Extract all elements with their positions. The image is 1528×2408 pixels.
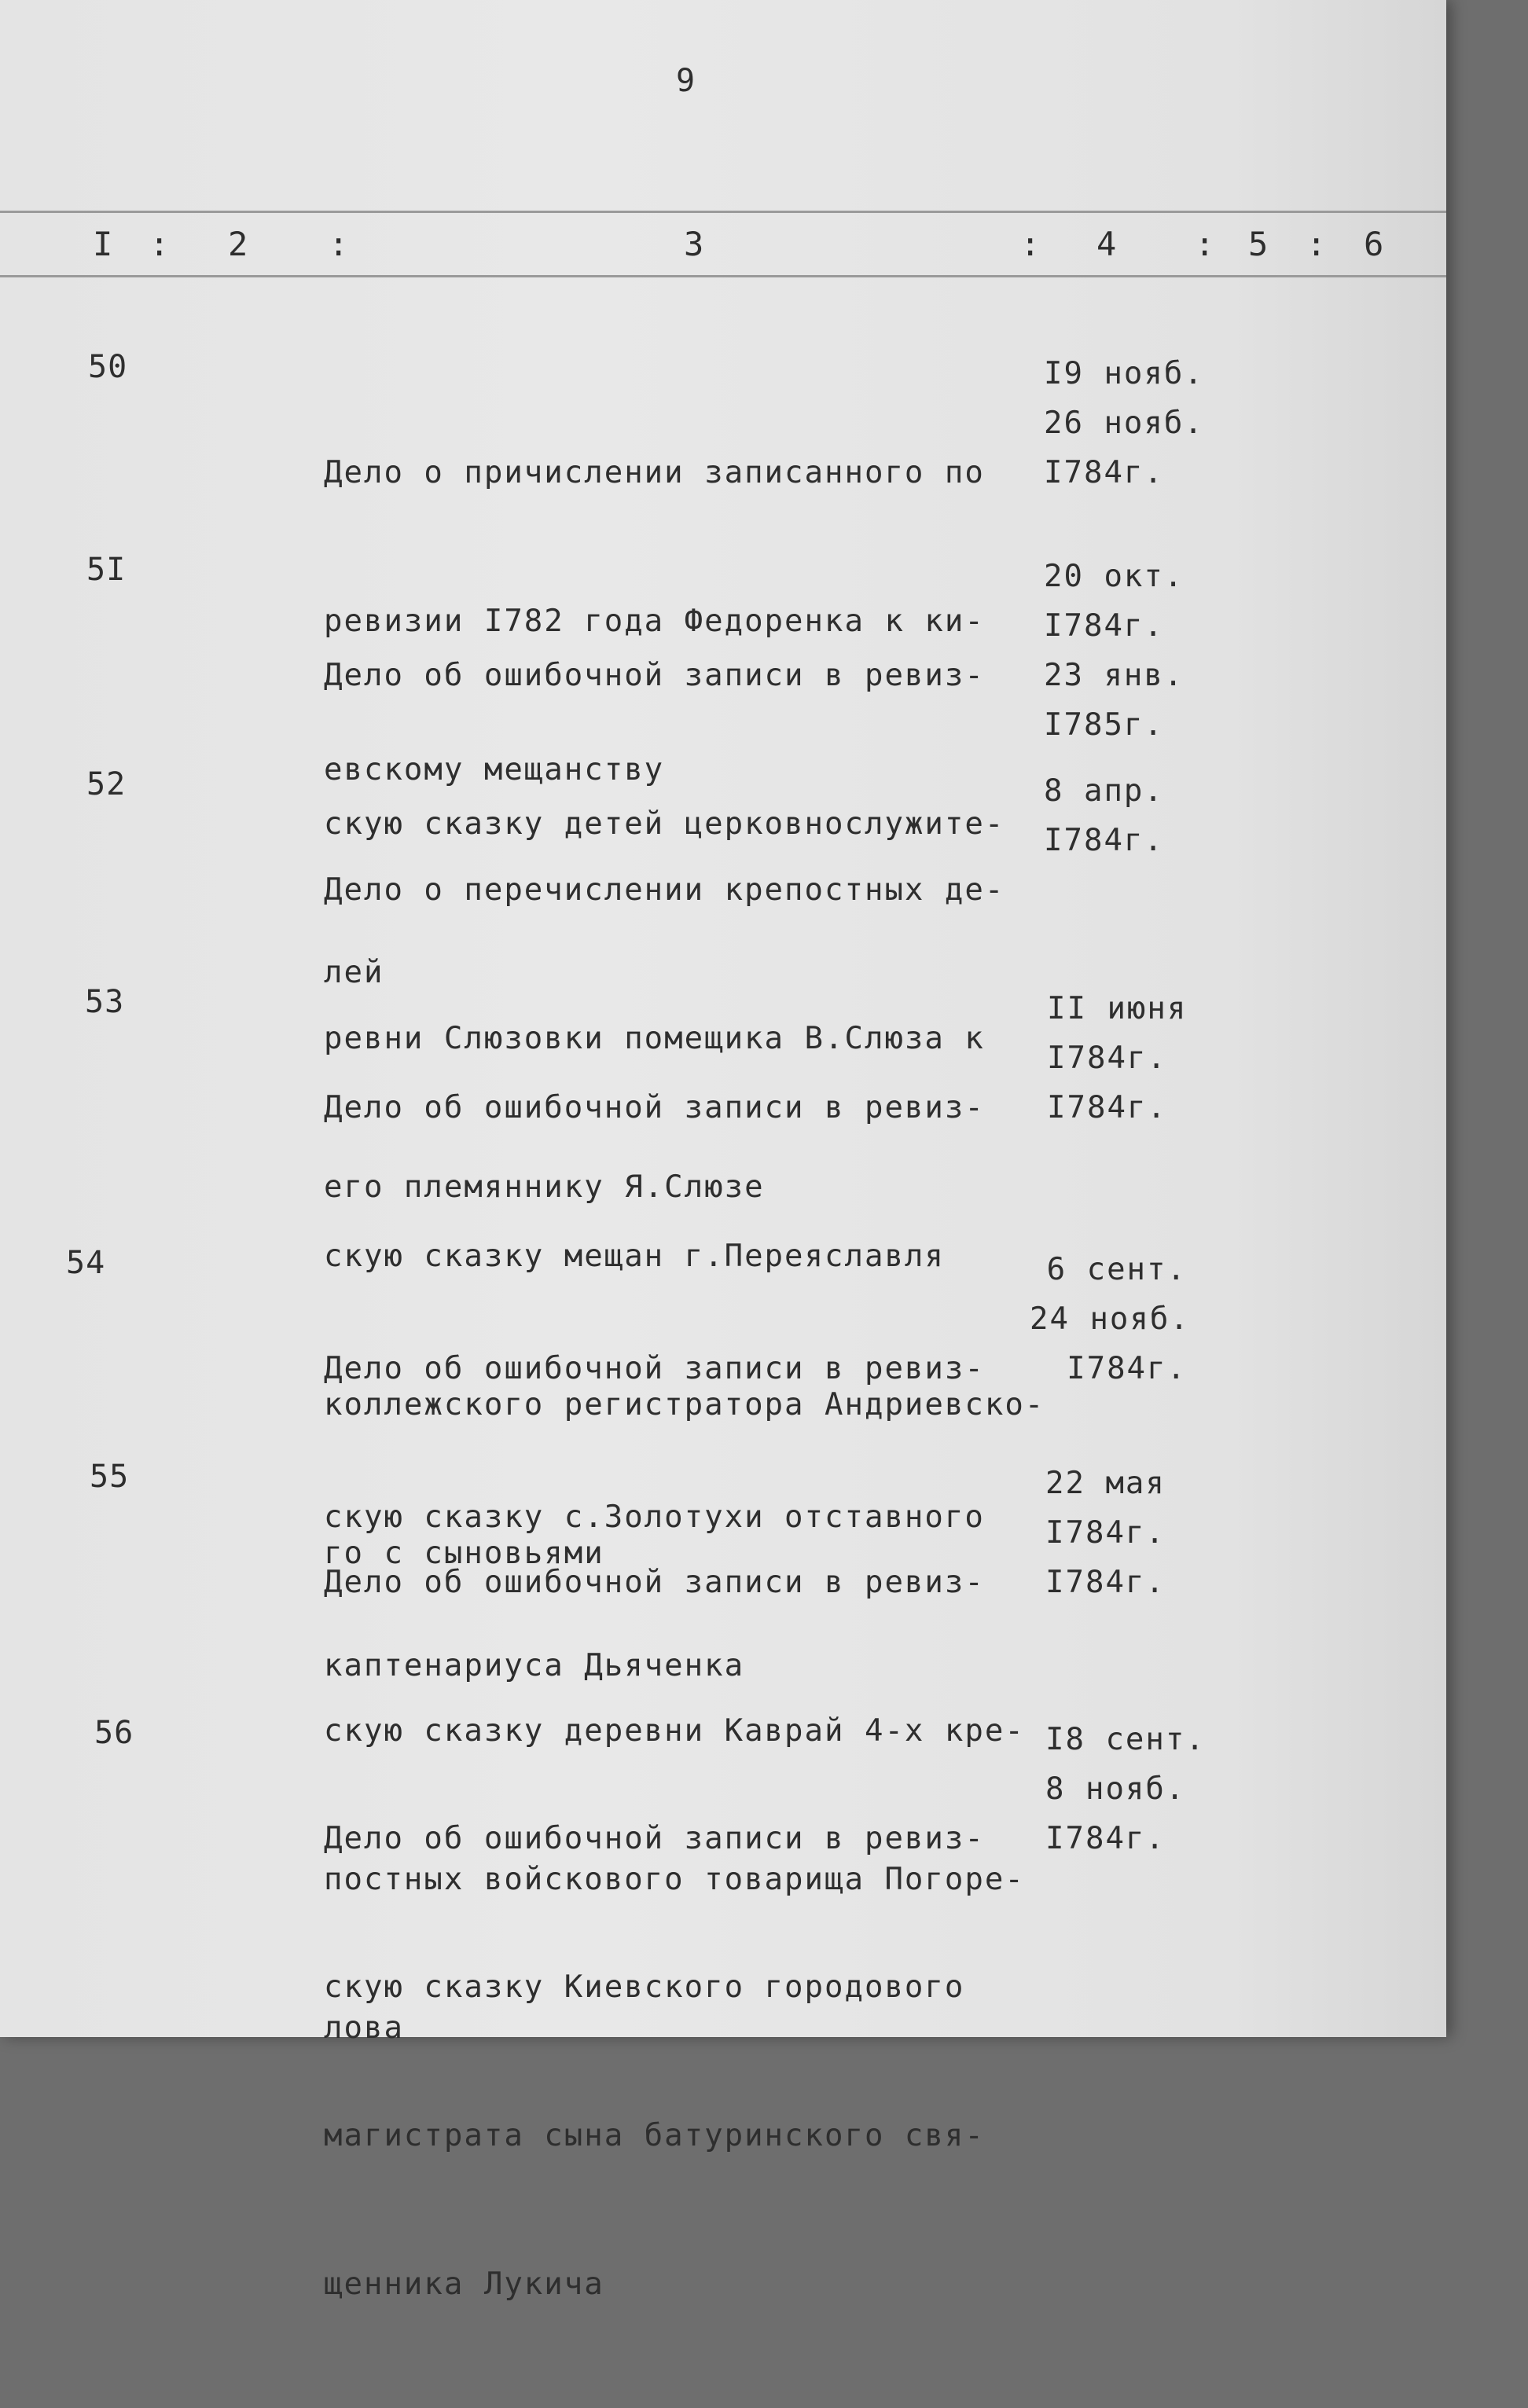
- date-line: I784г.: [1045, 1821, 1166, 1856]
- column-header-4: 4: [1096, 225, 1117, 263]
- description-line: лей: [324, 955, 384, 990]
- entry-dates: [1045, 1715, 1281, 1863]
- description-line: Дело об ошибочной записи в ревиз-: [324, 1821, 985, 1856]
- date-line: 8 нояб.: [1045, 1771, 1186, 1807]
- entry-dates: [1044, 552, 1280, 750]
- description-line: Дело об ошибочной записи в ревиз-: [324, 1351, 985, 1386]
- entry-number: 54: [66, 1245, 106, 1281]
- entry-number: 5I: [86, 552, 127, 588]
- column-header-5: 5: [1248, 225, 1269, 263]
- description-line: скую сказку мещан г.Переяславля: [324, 1239, 945, 1274]
- date-line: 26 нояб.: [1044, 406, 1204, 441]
- entry-description: [324, 1715, 1047, 2408]
- date-line: I8 сент.: [1045, 1722, 1206, 1757]
- date-line: 24 нояб.: [1030, 1301, 1190, 1337]
- column-header-2: 2: [228, 225, 248, 263]
- description-line: Дело о причислении записанного по: [324, 455, 985, 490]
- date-line: 8 апр.: [1044, 773, 1164, 809]
- column-separator: :: [1306, 225, 1327, 263]
- description-line: магистрата сына батуринского свя-: [324, 2118, 985, 2153]
- date-line: 22 мая: [1045, 1466, 1166, 1501]
- entry-number: 55: [90, 1459, 130, 1495]
- description-line: скую сказку с.Золотухи отставного: [324, 1499, 985, 1535]
- column-separator: :: [1020, 225, 1041, 263]
- description-line: коллежского регистратора Андриевско-: [324, 1387, 1045, 1422]
- description-line: Дело об ошибочной записи в ревиз-: [324, 1090, 985, 1125]
- description-line: его племяннику Я.Слюзе: [324, 1169, 765, 1205]
- column-header-3: 3: [684, 225, 704, 263]
- column-header-6: 6: [1364, 225, 1384, 263]
- page-number: 9: [676, 63, 697, 99]
- date-line: I784г.: [1044, 823, 1164, 858]
- header-rule-top: [0, 211, 1446, 213]
- entry-dates: [1044, 766, 1280, 865]
- column-separator: :: [149, 225, 170, 263]
- header-rule-bottom: [0, 275, 1446, 277]
- date-line: 23 янв.: [1044, 658, 1185, 693]
- description-line: постных войскового товарища Погоре-: [324, 1862, 1025, 1897]
- entry-dates: [1045, 1459, 1281, 1607]
- date-line: I784г.: [1045, 1515, 1166, 1551]
- date-line: I784г.: [1045, 1565, 1166, 1600]
- date-line: I9 нояб.: [1044, 356, 1204, 391]
- description-line: ревни Слюзовки помещика В.Слюза к: [324, 1021, 985, 1056]
- column-header-1: I: [93, 225, 113, 263]
- date-line: 6 сент.: [1046, 1252, 1187, 1287]
- entry-dates: [1030, 1245, 1190, 1393]
- entry-number: 50: [88, 349, 128, 385]
- description-line: лова: [324, 2010, 404, 2046]
- description-line: го с сыновьями: [324, 1536, 604, 1571]
- entry-number: 53: [85, 984, 125, 1020]
- column-separator: :: [329, 225, 349, 263]
- description-line: каптенариуса Дьяченка: [324, 1648, 745, 1683]
- date-line: II июня: [1047, 991, 1188, 1026]
- description-line: скую сказку детей церковнослужите-: [324, 806, 1005, 842]
- date-line: I785г.: [1044, 707, 1164, 743]
- date-line: 20 окт.: [1044, 559, 1185, 594]
- description-line: скую сказку Киевского городового: [324, 1969, 965, 2005]
- entry-number: 56: [94, 1715, 134, 1751]
- entry-number: 52: [86, 766, 127, 802]
- date-line: I784г.: [1047, 1041, 1167, 1076]
- date-line: I784г.: [1044, 455, 1164, 490]
- column-separator: :: [1195, 225, 1215, 263]
- date-line: I784г.: [1044, 608, 1164, 644]
- description-line: евскому мещанству: [324, 752, 665, 787]
- description-line: Дело об ошибочной записи в ревиз-: [324, 1565, 985, 1600]
- date-line: I784г.: [1047, 1090, 1167, 1125]
- description-line: щенника Лукича: [324, 2267, 604, 2302]
- description-line: Дело о перечислении крепостных де-: [324, 872, 1005, 908]
- description-line: скую сказку деревни Каврай 4-х кре-: [324, 1713, 1025, 1749]
- description-line: Дело об ошибочной записи в ревиз-: [324, 658, 985, 693]
- entry-dates: [1044, 349, 1280, 497]
- entry-dates: [1047, 984, 1283, 1132]
- date-line: I784г.: [1067, 1351, 1187, 1386]
- description-line: ревизии I782 года Федоренка к ки-: [324, 604, 985, 639]
